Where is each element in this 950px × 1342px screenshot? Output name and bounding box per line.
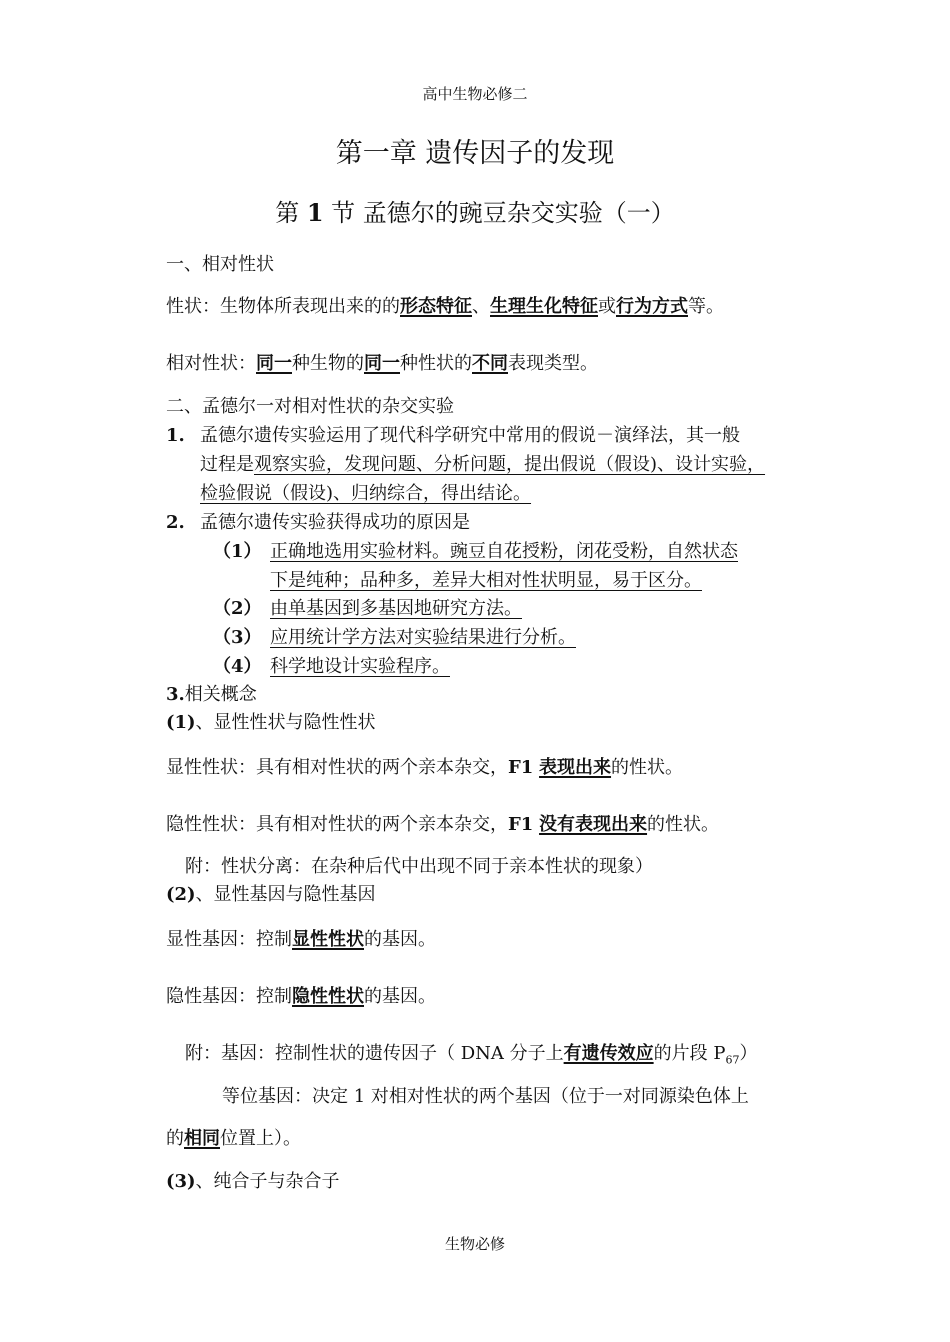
item-1-line-2: 过程是观察实验，发现问题、分析问题，提出假说（假设)、设计实验， — [200, 454, 766, 475]
heading-hybrid-experiment: 二、孟德尔一对相对性状的杂交实验 — [166, 396, 454, 417]
subheading-3: (3)、纯合子与杂合子 — [166, 1171, 340, 1192]
reason-4-number: （4） — [213, 656, 262, 677]
segregation-note: 附：性状分离：在杂种后代中出现不同于亲本性状的现象） — [185, 856, 653, 877]
dominant-gene-definition: 显性基因：控制显性性状的基因。 — [166, 929, 436, 950]
allele-line-1: 等位基因：决定 1 对相对性状的两个基因（位于一对同源染色体上 — [222, 1086, 749, 1107]
chapter-title: 第一章 遗传因子的发现 — [335, 138, 615, 169]
recessive-trait-definition: 隐性性状：具有相对性状的两个亲本杂交，F1 没有表现出来的性状。 — [166, 814, 720, 835]
subheading-2: (2)、显性基因与隐性基因 — [166, 884, 376, 905]
item-1-number: 1. — [166, 425, 185, 446]
subheading-1: (1)、显性性状与隐性性状 — [166, 712, 376, 733]
dominant-trait-definition: 显性性状：具有相对性状的两个亲本杂交，F1 表现出来的性状。 — [166, 757, 684, 778]
item-3-heading: 3.相关概念 — [166, 684, 257, 705]
page-header: 高中生物必修二 — [422, 85, 528, 103]
reason-3-number: （3） — [213, 627, 262, 648]
reason-3-text: 应用统计学方法对实验结果进行分析。 — [270, 627, 576, 648]
heading-relative-traits: 一、相对性状 — [166, 254, 274, 275]
section-title: 第 1 节 孟德尔的豌豆杂交实验（一） — [275, 198, 675, 227]
reason-1-line-1: 正确地选用实验材料。豌豆自花授粉，闭花受粉，自然状态 — [270, 541, 738, 562]
reason-1-line-2: 下是纯种；品种多，差异大相对性状明显，易于区分。 — [270, 570, 702, 591]
reason-2-number: （2） — [213, 598, 262, 619]
recessive-gene-definition: 隐性基因：控制隐性性状的基因。 — [166, 986, 436, 1007]
gene-note: 附：基因：控制性状的遗传因子（ DNA 分子上有遗传效应的片段 $P_{67}$） — [185, 1043, 758, 1067]
item-1-line-1: 孟德尔遗传实验运用了现代科学研究中常用的假说－演绎法，其一般 — [200, 425, 740, 446]
reason-1-number: （1） — [213, 541, 262, 562]
relative-trait-definition: 相对性状：同一种生物的同一种性状的不同表现类型。 — [166, 353, 598, 374]
trait-definition: 性状：生物体所表现出来的的形态特征、生理生化特征或行为方式等。 — [166, 296, 724, 317]
reason-4-text: 科学地设计实验程序。 — [270, 656, 450, 677]
page-footer: 生物必修 — [444, 1235, 505, 1253]
allele-line-2: 的相同位置上）。 — [166, 1128, 301, 1149]
item-2-number: 2. — [166, 512, 185, 533]
reason-2-text: 由单基因到多基因地研究方法。 — [270, 598, 522, 619]
item-1-line-3: 检验假说（假设)、归纳综合，得出结论。 — [200, 483, 532, 504]
item-2-line-1: 孟德尔遗传实验获得成功的原因是 — [200, 512, 470, 533]
